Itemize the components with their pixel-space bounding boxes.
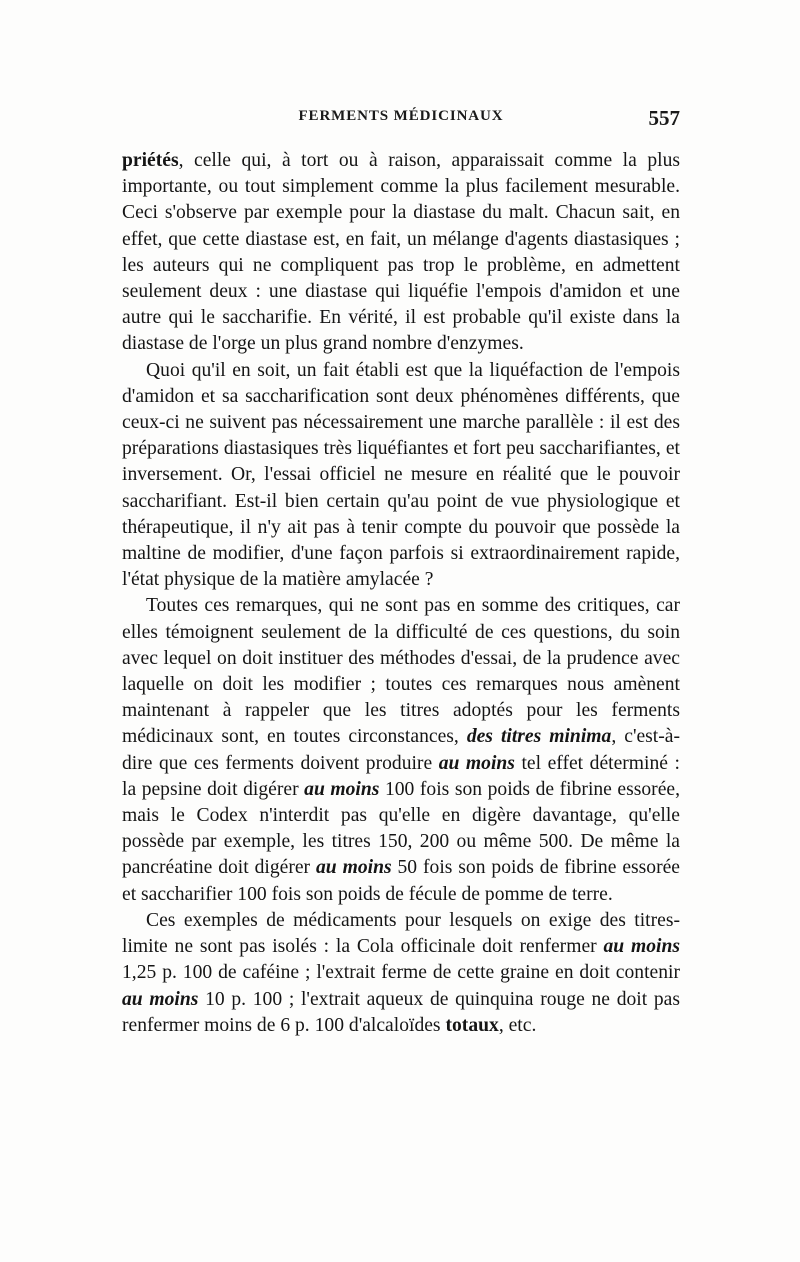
text-run: tel effet déterminé : la pepsine doit digérer [122, 752, 680, 800]
page-number: 557 [648, 106, 680, 130]
body-text [122, 148, 680, 1039]
text-run: Toutes ces remarques, qui ne sont pas en somme des critiques, car elles témoignent seulement de la difficulté de ces questions, du soin avec lequel on doit instituer des méthodes d'essai, de la prudence avec laquelle on doit les modifier ; toutes ces remarques nous amènent maintenant à rappeler que les titres adoptés pour les ferments médicinaux sont, en toutes circonstances, [122, 595, 680, 748]
text-run: 50 fois son poids de fibrine essorée et saccharifier 100 fois son poids de fécule de pomme de terre. [122, 857, 680, 905]
text-run: , etc. [498, 1014, 537, 1036]
paragraph-3 [122, 593, 680, 907]
italic-phrase: des titres minima [466, 726, 612, 748]
text-run: , celle qui, à tort ou à raison, apparaissait comme la plus importante, ou tout simplement comme la plus facilement mesurable. Ceci s'observe par exemple pour la diastase du malt. Chacun sait, en effet, que cette diastase est, en fait, un mélange d'agents diastasiques ; les auteurs qui ne compliquent pas trop le problème, en admettent seulement deux : une diastase qui liquéfie l'empois d'amidon et une autre qui le saccharifie. En vérité, il est probable qu'il existe dans la diastase de l'orge un plus grand nombre d'enzymes. [122, 150, 680, 355]
bold-word: priétés [122, 150, 179, 171]
paragraph-continuation [122, 148, 680, 358]
paragraph-2 [122, 358, 680, 594]
paragraph-4 [122, 908, 680, 1039]
text-run: Ces exemples de médicaments pour lesquels on exige des titres-limite ne sont pas isolés : la Cola officinale doit renfermer [122, 909, 680, 958]
bold-word: totaux [445, 1014, 499, 1036]
running-head [122, 108, 680, 134]
text-run: 10 p. 100 ; l'extrait aqueux de quinquina rouge ne doit pas renfermer moins de 6 p. 100 d'alcaloïdes [122, 988, 680, 1036]
text-run: Quoi qu'il en soit, un fait établi est que la liquéfaction de l'empois d'amidon et sa saccharification sont deux phénomènes différents, que ceux-ci ne suivent pas nécessairement une marche parallèle : il est des préparations diastasiques très liquéfiantes et fort peu saccharifiantes, et inversement. Or, l'essai officiel ne mesure en réalité que le pouvoir saccharifiant. Est-il bien certain qu'au point de vue physiologique et thérapeutique, il n'y ait pas à tenir compte du pouvoir que possède la maltine de modifier, d'une façon parfois si extraordinairement rapide, l'état physique de la matière amylacée ? [122, 359, 680, 591]
italic-phrase: au moins [603, 936, 680, 958]
running-title: FERMENTS MÉDICINAUX [298, 108, 504, 124]
italic-phrase: au moins [315, 857, 392, 879]
text-run: 1,25 p. 100 de caféine ; l'extrait ferme de cette graine en doit contenir [122, 962, 680, 984]
italic-phrase: au moins [122, 988, 199, 1010]
italic-phrase: au moins [304, 778, 380, 800]
italic-phrase: au moins [438, 752, 515, 774]
text-run: 100 fois son poids de fibrine essorée, mais le Codex n'interdit pas qu'elle en digère davantage, qu'elle possède par exemple, les titres 150, 200 ou même 500. De même la pancréatine doit digérer [122, 778, 680, 879]
text-run: , c'est-à-dire que ces ferments doivent produire [122, 726, 680, 774]
